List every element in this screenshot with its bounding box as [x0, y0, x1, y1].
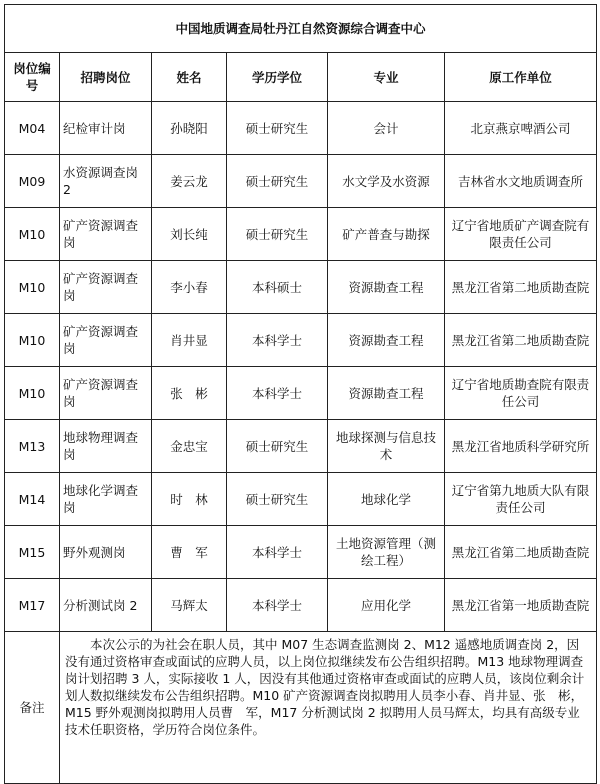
- header-employer: 原工作单位: [445, 53, 597, 102]
- cell-major: 矿产普查与勘探: [328, 208, 445, 261]
- cell-employer: 北京燕京啤酒公司: [445, 102, 597, 155]
- cell-code: M14: [5, 473, 60, 526]
- cell-position: 矿产资源调查岗: [60, 367, 152, 420]
- cell-name: 刘长纯: [152, 208, 227, 261]
- cell-position: 野外观测岗: [60, 526, 152, 579]
- cell-code: M10: [5, 208, 60, 261]
- cell-degree: 本科学士: [227, 314, 328, 367]
- header-degree: 学历学位: [227, 53, 328, 102]
- table-row: [5, 579, 597, 632]
- cell-employer: 吉林省水文地质调查所: [445, 155, 597, 208]
- cell-name: 金忠宝: [152, 420, 227, 473]
- cell-major: 应用化学: [328, 579, 445, 632]
- table-row: [5, 261, 597, 314]
- cell-employer: 黑龙江省第一地质勘查院: [445, 579, 597, 632]
- cell-code: M10: [5, 314, 60, 367]
- announcement-sheet: [4, 4, 597, 784]
- cell-employer: 辽宁省地质矿产调查院有限责任公司: [445, 208, 597, 261]
- cell-degree: 硕士研究生: [227, 420, 328, 473]
- table-row: [5, 526, 597, 579]
- cell-name: 曹 军: [152, 526, 227, 579]
- cell-employer: 辽宁省第九地质大队有限责任公司: [445, 473, 597, 526]
- cell-name: 姜云龙: [152, 155, 227, 208]
- cell-major: 地球化学: [328, 473, 445, 526]
- cell-position: 纪检审计岗: [60, 102, 152, 155]
- header-name: 姓名: [152, 53, 227, 102]
- cell-code: M10: [5, 367, 60, 420]
- cell-major: 水文学及水资源: [328, 155, 445, 208]
- cell-name: 肖井显: [152, 314, 227, 367]
- cell-degree: 硕士研究生: [227, 208, 328, 261]
- cell-employer: 黑龙江省第二地质勘查院: [445, 261, 597, 314]
- cell-name: 张 彬: [152, 367, 227, 420]
- header-code: 岗位编号: [5, 53, 60, 102]
- cell-degree: 硕士研究生: [227, 102, 328, 155]
- cell-code: M09: [5, 155, 60, 208]
- cell-position: 分析测试岗 2: [60, 579, 152, 632]
- cell-employer: 黑龙江省第二地质勘查院: [445, 314, 597, 367]
- cell-position: 地球化学调查岗: [60, 473, 152, 526]
- cell-degree: 本科学士: [227, 367, 328, 420]
- cell-code: M15: [5, 526, 60, 579]
- cell-name: 李小春: [152, 261, 227, 314]
- cell-degree: 本科学士: [227, 526, 328, 579]
- header-position: 招聘岗位: [60, 53, 152, 102]
- cell-employer: 辽宁省地质勘查院有限责任公司: [445, 367, 597, 420]
- cell-position: 矿产资源调查岗: [60, 261, 152, 314]
- cell-major: 会计: [328, 102, 445, 155]
- cell-major: 资源勘查工程: [328, 261, 445, 314]
- table-title: 中国地质调查局牡丹江自然资源综合调查中心: [5, 5, 597, 53]
- cell-name: 孙晓阳: [152, 102, 227, 155]
- cell-major: 资源勘查工程: [328, 367, 445, 420]
- recruitment-table: [4, 4, 597, 784]
- table-row: [5, 420, 597, 473]
- table-row: [5, 314, 597, 367]
- table-row: [5, 208, 597, 261]
- notes-label: 备注: [5, 632, 60, 784]
- cell-position: 水资源调查岗 2: [60, 155, 152, 208]
- cell-degree: 本科学士: [227, 579, 328, 632]
- table-row: [5, 155, 597, 208]
- table-row: [5, 473, 597, 526]
- cell-code: M04: [5, 102, 60, 155]
- cell-employer: 黑龙江省第二地质勘查院: [445, 526, 597, 579]
- table-row: [5, 102, 597, 155]
- cell-major: 资源勘查工程: [328, 314, 445, 367]
- cell-degree: 硕士研究生: [227, 155, 328, 208]
- header-major: 专业: [328, 53, 445, 102]
- cell-name: 马辉太: [152, 579, 227, 632]
- cell-name: 时 林: [152, 473, 227, 526]
- cell-major: 地球探测与信息技术: [328, 420, 445, 473]
- header-row: [5, 53, 597, 102]
- cell-major: 土地资源管理（测绘工程）: [328, 526, 445, 579]
- cell-position: 矿产资源调查岗: [60, 314, 152, 367]
- cell-position: 矿产资源调查岗: [60, 208, 152, 261]
- cell-code: M13: [5, 420, 60, 473]
- cell-code: M17: [5, 579, 60, 632]
- cell-code: M10: [5, 261, 60, 314]
- cell-position: 地球物理调查岗: [60, 420, 152, 473]
- notes-row: [5, 632, 597, 784]
- table-row: [5, 367, 597, 420]
- cell-degree: 硕士研究生: [227, 473, 328, 526]
- cell-employer: 黑龙江省地质科学研究所: [445, 420, 597, 473]
- notes-text: 本次公示的为社会在职人员，其中 M07 生态调查监测岗 2、M12 遥感地质调查岗 2，因没有通过资格审查或面试的应聘人员，以上岗位拟继续发布公告组织招聘。M13 地球物理调查岗计划招聘 3 人，实际接收 1 人，因没有其他通过资格审查或面试的应聘人员，该岗位剩余计划人数拟继续发布公告组织招聘。M10 矿产资源调查岗拟聘用人员李小春、肖井显、张 彬，M15 野外观测岗拟聘用人员曹 军，M17 分析测试岗 2 拟聘用人员马辉太，均具有高级专业技术任职资格，学历符合岗位条件。: [60, 632, 597, 784]
- cell-degree: 本科硕士: [227, 261, 328, 314]
